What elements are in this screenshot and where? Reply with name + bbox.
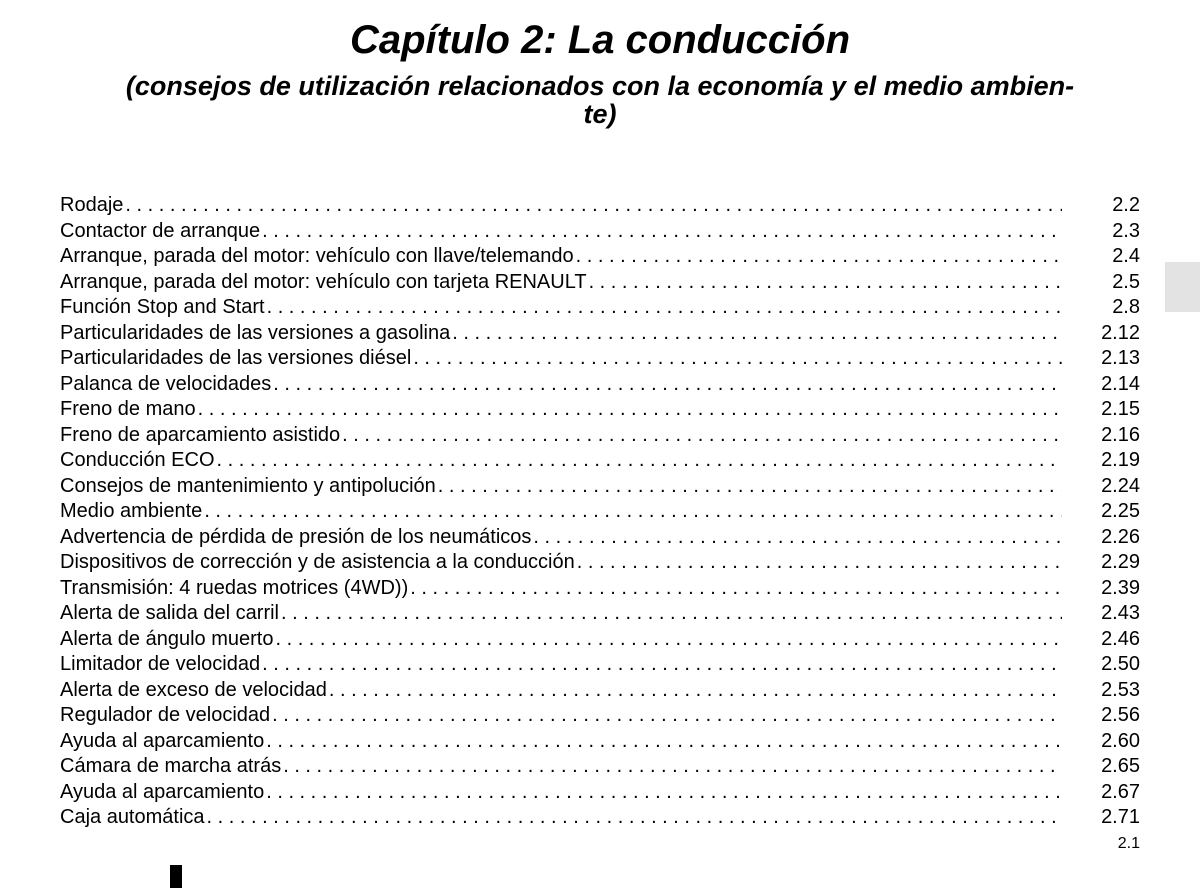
dot-leader	[281, 601, 1062, 627]
toc-entry-page: 2.2	[1112, 194, 1140, 216]
toc-entry[interactable]	[60, 678, 1140, 704]
dot-leader	[329, 678, 1062, 704]
toc-entry-label: Cámara de marcha atrás	[60, 755, 282, 777]
toc-entry-label: Freno de mano	[60, 398, 196, 420]
toc-entry-page: 2.15	[1101, 398, 1140, 420]
toc-entry-label: Freno de aparcamiento asistido	[60, 423, 341, 446]
toc-entry-label: Ayuda al aparcamiento	[60, 780, 265, 803]
toc-entry[interactable]	[60, 474, 1140, 500]
toc-entry[interactable]	[60, 703, 1140, 729]
dot-leader	[272, 703, 1062, 729]
toc-entry-page: 2.24	[1101, 474, 1140, 497]
dot-leader	[273, 372, 1062, 398]
page-number: 2.1	[1117, 835, 1140, 852]
dot-leader	[262, 219, 1062, 245]
toc-entry[interactable]	[60, 576, 1140, 602]
toc-entry[interactable]	[60, 193, 1140, 219]
table-of-contents	[60, 193, 1140, 831]
toc-entry-label: Limitador de velocidad	[60, 653, 261, 675]
toc-entry-label: Función Stop and Start	[60, 296, 265, 318]
toc-entry-page: 2.26	[1101, 525, 1140, 548]
toc-entry-label: Conducción ECO	[60, 449, 215, 471]
dot-leader	[266, 729, 1062, 755]
toc-entry-label: Advertencia de pérdida de presión de los neumáticos	[60, 525, 532, 548]
subtitle-line-2: te)	[583, 99, 617, 129]
toc-entry-label: Particularidades de las versiones a gasolina	[60, 321, 451, 344]
toc-entry-page: 2.12	[1101, 321, 1140, 344]
toc-entry-page: 2.19	[1101, 449, 1140, 471]
toc-entry-page: 2.67	[1101, 780, 1140, 803]
toc-entry[interactable]	[60, 423, 1140, 449]
toc-entry[interactable]	[60, 550, 1140, 576]
toc-entry[interactable]	[60, 346, 1140, 372]
dot-leader	[207, 805, 1062, 831]
toc-entry-page: 2.25	[1101, 500, 1140, 522]
dot-leader	[217, 448, 1062, 474]
toc-entry[interactable]	[60, 652, 1140, 678]
toc-entry-page: 2.65	[1101, 755, 1140, 777]
toc-entry-label: Rodaje	[60, 194, 124, 216]
dot-leader	[283, 754, 1062, 780]
dot-leader	[275, 627, 1062, 653]
dot-leader	[452, 321, 1062, 347]
toc-entry[interactable]	[60, 244, 1140, 270]
toc-entry-page: 2.39	[1101, 576, 1140, 599]
toc-entry-label: Arranque, parada del motor: vehículo con llave/telemando	[60, 245, 574, 267]
subtitle-line-1: (consejos de utilización relacionados con la economía y el medio ambien-	[125, 71, 1075, 101]
dot-leader	[533, 525, 1062, 551]
toc-entry-label: Caja automática	[60, 806, 205, 828]
toc-entry-label: Arranque, parada del motor: vehículo con tarjeta RENAULT	[60, 270, 587, 293]
toc-entry[interactable]	[60, 729, 1140, 755]
toc-entry-page: 2.4	[1112, 245, 1140, 267]
toc-entry-page: 2.60	[1101, 729, 1140, 752]
toc-entry-label: Consejos de mantenimiento y antipolución	[60, 474, 436, 497]
toc-entry[interactable]	[60, 780, 1140, 806]
toc-entry-page: 2.13	[1101, 347, 1140, 369]
toc-entry[interactable]	[60, 627, 1140, 653]
chapter-subtitle	[50, 72, 1150, 128]
dot-leader	[262, 652, 1062, 678]
toc-entry[interactable]	[60, 499, 1140, 525]
dot-leader	[125, 193, 1062, 219]
dot-leader	[266, 780, 1062, 806]
toc-entry-page: 2.14	[1101, 372, 1140, 395]
dot-leader	[438, 474, 1062, 500]
chapter-side-tab	[1165, 262, 1200, 312]
toc-entry[interactable]	[60, 525, 1140, 551]
toc-entry-page: 2.71	[1101, 806, 1140, 828]
toc-entry-label: Medio ambiente	[60, 500, 203, 522]
toc-entry[interactable]	[60, 397, 1140, 423]
toc-entry[interactable]	[60, 295, 1140, 321]
dot-leader	[410, 576, 1062, 602]
dot-leader	[198, 397, 1062, 423]
dot-leader	[577, 550, 1062, 576]
dot-leader	[576, 244, 1062, 270]
toc-entry-label: Contactor de arranque	[60, 219, 261, 242]
toc-entry-page: 2.29	[1101, 551, 1140, 573]
toc-entry[interactable]	[60, 448, 1140, 474]
toc-entry-page: 2.8	[1112, 296, 1140, 318]
dot-leader	[342, 423, 1062, 449]
toc-entry[interactable]	[60, 754, 1140, 780]
toc-entry-page: 2.3	[1112, 219, 1140, 242]
dot-leader	[413, 346, 1062, 372]
toc-entry-label: Alerta de salida del carril	[60, 602, 279, 624]
toc-entry-page: 2.50	[1101, 653, 1140, 675]
toc-entry-page: 2.5	[1112, 270, 1140, 293]
toc-entry[interactable]	[60, 219, 1140, 245]
dot-leader	[204, 499, 1062, 525]
toc-entry-label: Alerta de ángulo muerto	[60, 627, 274, 650]
toc-entry[interactable]	[60, 321, 1140, 347]
toc-entry-page: 2.16	[1101, 423, 1140, 446]
toc-entry-page: 2.53	[1101, 678, 1140, 701]
toc-entry-label: Transmisión: 4 ruedas motrices (4WD))	[60, 576, 409, 599]
toc-entry-label: Ayuda al aparcamiento	[60, 729, 265, 752]
toc-entry-page: 2.46	[1101, 627, 1140, 650]
dot-leader	[589, 270, 1062, 296]
dot-leader	[267, 295, 1062, 321]
toc-entry[interactable]	[60, 601, 1140, 627]
toc-entry-page: 2.56	[1101, 704, 1140, 726]
toc-entry-label: Dispositivos de corrección y de asistencia a la conducción	[60, 551, 575, 573]
binding-mark	[170, 865, 182, 888]
toc-entry-label: Alerta de exceso de velocidad	[60, 678, 327, 701]
toc-entry-label: Particularidades de las versiones diésel	[60, 347, 412, 369]
toc-entry[interactable]	[60, 805, 1140, 831]
toc-entry-label: Palanca de velocidades	[60, 372, 272, 395]
toc-entry-label: Regulador de velocidad	[60, 704, 271, 726]
toc-entry[interactable]	[60, 270, 1140, 296]
toc-entry[interactable]	[60, 372, 1140, 398]
toc-entry-page: 2.43	[1101, 602, 1140, 624]
chapter-title: Capítulo 2: La conducción	[349, 18, 851, 62]
